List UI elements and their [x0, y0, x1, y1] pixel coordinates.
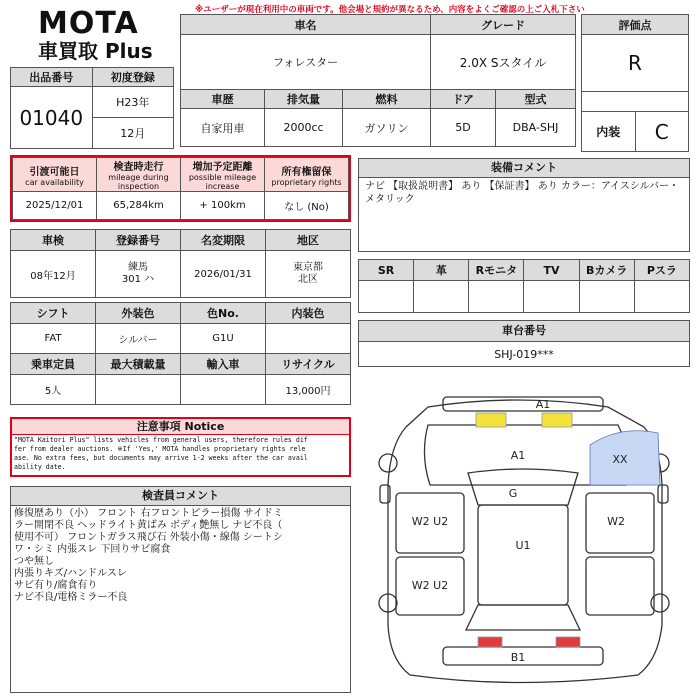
lot-table [10, 67, 174, 149]
vehicle-misc-table [10, 302, 351, 405]
model-code-value: DBA-SHJ [496, 109, 576, 147]
fuel-header: 燃料 [343, 90, 431, 109]
door-value: 5D [431, 109, 496, 147]
plate-region: 練馬 [128, 262, 148, 273]
option-rear-monitor: Rモニタ [469, 260, 524, 281]
caution-line: "MOTA Kaitori Plus" lists vehicles from general users, therefore rules dif [14, 436, 308, 444]
model-code-header: 型式 [496, 90, 576, 109]
mileage-increase-header-en: possible mileage increase [188, 173, 257, 191]
left-taillight-highlight [478, 637, 502, 647]
exterior-color-header: 外装色 [96, 303, 181, 324]
availability-header-en: car availability [25, 177, 84, 187]
recycle-fee-value: 13,000円 [266, 375, 351, 405]
inspector-comment-line: ワ・シミ 内張スレ 下回りサビ腐食 [14, 544, 171, 555]
availability-date: 2025/12/01 [13, 192, 97, 220]
options-table [358, 259, 690, 313]
interior-color-value [266, 324, 351, 354]
equipment-comment-text: ナビ 【取扱説明書】 あり 【保証書】 あり カラー：アイスシルバー・メタリック [365, 181, 679, 205]
score-table [581, 14, 689, 152]
equipment-comment-title: 装備コメント [359, 159, 689, 178]
inspector-comment-line: サビ有り/腐食有り [14, 580, 98, 591]
area-prefecture: 東京都 [293, 262, 323, 273]
mileage-header: 検査時走行 [113, 162, 164, 173]
score-value: R [582, 35, 689, 92]
plate-header: 登録番号 [96, 230, 181, 251]
imported-header: 輸入車 [181, 354, 266, 375]
registration-table [10, 229, 351, 298]
exterior-color-value: シルバー [96, 324, 181, 354]
history-header: 車歴 [181, 90, 265, 109]
plate-number: 301 ハ [121, 274, 155, 285]
car-name-header: 車名 [181, 15, 431, 35]
color-number-header: 色No. [181, 303, 266, 324]
recycle-header: リサイクル [266, 354, 351, 375]
lot-number: 01040 [11, 87, 93, 149]
capacity-value: 5人 [11, 375, 96, 405]
score-header: 評価点 [582, 15, 689, 35]
inspector-comment-line: つや無し [14, 556, 54, 567]
left-headlight-highlight [476, 413, 506, 427]
user-vehicle-notice: ※ユーザーが現在利用中の車両です。他会場と規約が異なるため、内容をよくご確認の上ご入札下さい [195, 5, 585, 15]
equipment-comment-box [358, 158, 690, 252]
inspector-comment-title: 検査員コメント [11, 487, 350, 506]
inspection-summary [10, 155, 351, 222]
option-leather: 革 [414, 260, 469, 281]
caution-notice-box [10, 417, 351, 477]
area-ward: 北区 [298, 274, 318, 285]
caution-line: ase. No extra fees, but documents may arrive 1-2 weeks after the car avail [14, 454, 308, 462]
label-left-rear-door: W2 U2 [411, 579, 449, 592]
interior-color-header: 内装色 [266, 303, 351, 324]
rear-glass-outline [466, 605, 580, 630]
windshield-outline [468, 469, 578, 505]
inspector-comment-line: 修復歴あり（小） フロント 右フロントピラー損傷 サイドミ [14, 508, 283, 519]
caution-line: fer from dealer auctions. ※If 'Yes,' MOTA handles proprietary rights rele [14, 445, 306, 453]
right-mirror [658, 485, 668, 503]
ownership-header: 所有権留保 [281, 166, 332, 178]
registration-year: H23年 [92, 87, 174, 118]
registration-month: 12月 [92, 118, 174, 149]
interior-score: C [635, 112, 689, 152]
right-headlight-highlight [542, 413, 572, 427]
inspection-mileage: 65,284km [97, 192, 181, 220]
inspector-comment-line: ラー開閉不良 ヘッドライト黄ばみ ボディ艶無し ナビ不良（ [14, 520, 283, 531]
inspector-comment-line: 使用不可） フロントガラス飛び石 外装小傷・線傷 シートシ [14, 532, 283, 543]
history-value: 自家用車 [181, 109, 265, 147]
availability-header: 引渡可能日 [29, 166, 80, 178]
option-tv: TV [524, 260, 579, 281]
chassis-number-title: 車台番号 [359, 321, 689, 342]
displacement-value: 2000cc [265, 109, 343, 147]
option-power-slide: Pスラ [634, 260, 689, 281]
proprietary-rights: なし (No) [265, 192, 349, 220]
right-taillight-highlight [556, 637, 580, 647]
car-damage-diagram [358, 385, 690, 695]
mileage-header-en: mileage during inspection [108, 173, 169, 191]
name-change-deadline-header: 名変期限 [181, 230, 266, 251]
fuel-value: ガソリン [343, 109, 431, 147]
mileage-increase-header: 増加予定距離 [192, 162, 253, 173]
chassis-number-box [358, 320, 690, 367]
inspector-comment-line: 内張りキズ/ハンドルスレ [14, 568, 127, 579]
ownership-header-en: proprietary rights [271, 177, 342, 187]
option-back-camera: Bカメラ [579, 260, 634, 281]
door-header: ドア [431, 90, 496, 109]
shift-value: FAT [11, 324, 96, 354]
wheel-left-front [379, 454, 397, 472]
inspector-comment-line: ナビ不良/電格ミラー不良 [14, 592, 128, 603]
label-rear-bumper: B1 [510, 651, 526, 664]
imported-value [181, 375, 266, 405]
label-left-front-door: W2 U2 [411, 515, 449, 528]
displacement-header: 排気量 [265, 90, 343, 109]
label-windshield: G [508, 487, 518, 500]
area-header: 地区 [266, 230, 351, 251]
roof-outline [478, 505, 568, 605]
chassis-number-value: SHJ-019*** [494, 348, 554, 361]
label-hood: A1 [510, 449, 526, 462]
interior-score-header: 内装 [582, 112, 636, 152]
logo-wordmark: MOTA [38, 6, 139, 41]
color-number-value: G1U [181, 324, 266, 354]
grade-header: グレード [431, 15, 576, 35]
grade: 2.0X Sスタイル [431, 35, 576, 90]
option-sr: SR [359, 260, 414, 281]
name-change-deadline: 2026/01/31 [181, 251, 266, 298]
capacity-header: 乗車定員 [11, 354, 96, 375]
shaken-value: 08年12月 [11, 251, 96, 298]
mota-logo [38, 6, 153, 64]
shift-header: シフト [11, 303, 96, 324]
logo-subtitle: 車買取 Plus [38, 39, 153, 63]
max-load-value [96, 375, 181, 405]
caution-line: ability date. [14, 463, 66, 471]
car-name: フォレスター [181, 35, 431, 90]
caution-title: 注意事項 Notice [12, 419, 349, 435]
label-right-front-door: W2 [607, 515, 625, 528]
first-registration-header: 初度登録 [92, 68, 174, 87]
lot-number-header: 出品番号 [11, 68, 93, 87]
mileage-increase: + 100km [181, 192, 265, 220]
front-bumper-outline [443, 397, 603, 411]
inspector-comment-box [10, 486, 351, 693]
right-rear-door-outline [586, 557, 654, 615]
label-front-bumper: A1 [535, 398, 551, 411]
shaken-header: 車検 [11, 230, 96, 251]
car-info-table [180, 14, 576, 147]
max-load-header: 最大積載量 [96, 354, 181, 375]
label-roof: U1 [515, 539, 531, 552]
label-right-fender: XX [612, 453, 628, 466]
